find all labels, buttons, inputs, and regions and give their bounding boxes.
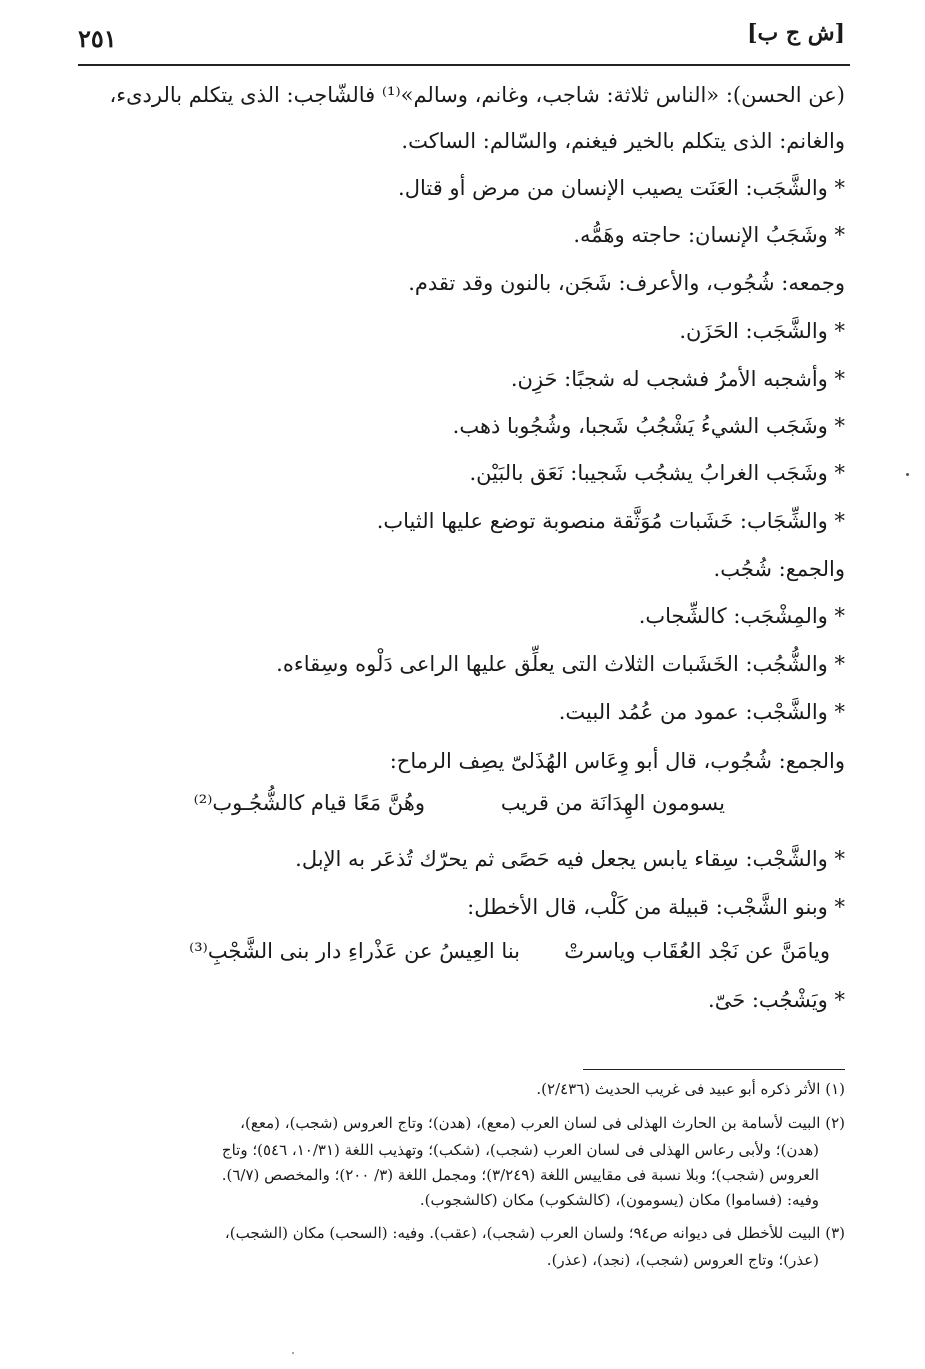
footnote-line: (١) الأثر ذكره أبو عبيد فى غريب الحديث (٢/٤٣٦).	[536, 1080, 845, 1098]
footnote-line: (٣) البيت للأخطل فى ديوانه ص٩٤؛ ولسان العرب (شجب)، (عقب). وفيه: (السحب) مكان (الشجب)،	[224, 1224, 845, 1242]
body-line: والغانم: الذى يتكلم بالخير فيغنم، والسّالم: الساكت.	[401, 129, 845, 153]
body-line: (عن الحسن): «الناس ثلاثة: شاجب، وغانم، وسالم»⁽¹⁾ فالشّاجب: الذى يتكلم بالردىء،	[109, 83, 845, 107]
footnote-line: (عذر)؛ وتاج العروس (شجب)، (نجد)، (عذر).	[546, 1251, 819, 1269]
footnote-line: وفيه: (فساموا) مكان (يسومون)، (كالشكوب) مكان (كالشجوب).	[419, 1191, 819, 1209]
body-line: * وشَجَبُ الإنسان: حاجته وهَمُّه.	[573, 223, 845, 247]
body-line: * والشَّجَب: الحَزَن.	[679, 319, 845, 343]
verse-hemistich: بنا العِيسُ عن عَذْراءِ دار بنى الشَّجْبِ⁽³⁾	[189, 939, 520, 963]
body-line: وجمعه: شُجُوب، والأعرف: شَجَن، بالنون وقد تقدم.	[408, 271, 845, 295]
verse-hemistich: وهُنَّ مَعًا قيام كالشُّجُـوب⁽²⁾	[193, 791, 425, 815]
body-line: والجمع: شُجُوب، قال أبو وِعَاس الهُذَلىّ يصِف الرماح:	[389, 749, 845, 773]
body-line: * وشَجَب الشيءُ يَشْجُبُ شَجبا، وشُجُوبا ذهب.	[452, 414, 845, 438]
verse-hemistich: ويامَنَّ عن نَجْد العُقَاب وياسرتْ	[564, 939, 830, 963]
scan-speck	[906, 473, 909, 476]
footnote-divider	[583, 1069, 845, 1070]
body-line: * وأشجبه الأمرُ فشجب له شجبًا: حَزِن.	[510, 367, 845, 391]
body-line: * والشَّجْب: سِقاء يابس يجعل فيه حَصًى ثم يحرّك تُذعَر به الإبل.	[295, 847, 845, 871]
body-line: * ويَشْجُب: حَىّ.	[708, 988, 845, 1012]
body-line: * والشَّجْب: عمود من عُمُد البيت.	[558, 700, 845, 724]
scan-speck	[292, 1352, 294, 1354]
verse-hemistich: يسومون الهِدَانَة من قريب	[500, 791, 725, 815]
body-line: * والشَّجَب: العَنَت يصيب الإنسان من مرض أو قتال.	[398, 176, 845, 200]
section-heading: [ش ج ب]	[747, 20, 845, 46]
body-line: والجمع: شُجُب.	[713, 557, 845, 581]
body-line: * والشُّجُب: الخَشَبات الثلاث التى يعلِّق عليها الراعى دَلْوه وسِقاءه.	[276, 652, 845, 676]
header-divider	[78, 64, 850, 66]
body-line: * وبنو الشَّجْب: قبيلة من كَلْب، قال الأخطل:	[467, 895, 845, 919]
page-number: ٢٥١	[78, 24, 117, 53]
body-line: * والمِشْجَب: كالشِّجاب.	[638, 604, 845, 628]
body-line: * وشَجَب الغرابُ يشجُب شَجيبا: نَعَق بالبَيْن.	[469, 461, 845, 485]
footnote-line: (٢) البيت لأسامة بن الحارث الهذلى فى لسان العرب (معع)، (هدن)؛ وتاج العروس (شجب)، (معع)،	[240, 1114, 845, 1132]
body-line: * والشِّجَاب: خَشَبات مُوَثَّقة منصوبة توضع عليها الثياب.	[376, 509, 845, 533]
footnote-line: العروس (شجب)؛ وبلا نسبة فى مقاييس اللغة (٣/٢٤٩)؛ ومجمل اللغة (٣/ ٢٠٠)؛ والمخصص (٦/٧).	[221, 1166, 819, 1184]
footnote-line: (هدن)؛ ولأبى رعاس الهذلى فى لسان العرب (شجب)، (شكب)؛ وتهذيب اللغة (١٠/٣١، ٥٤٦)؛ وتاج	[221, 1141, 819, 1159]
